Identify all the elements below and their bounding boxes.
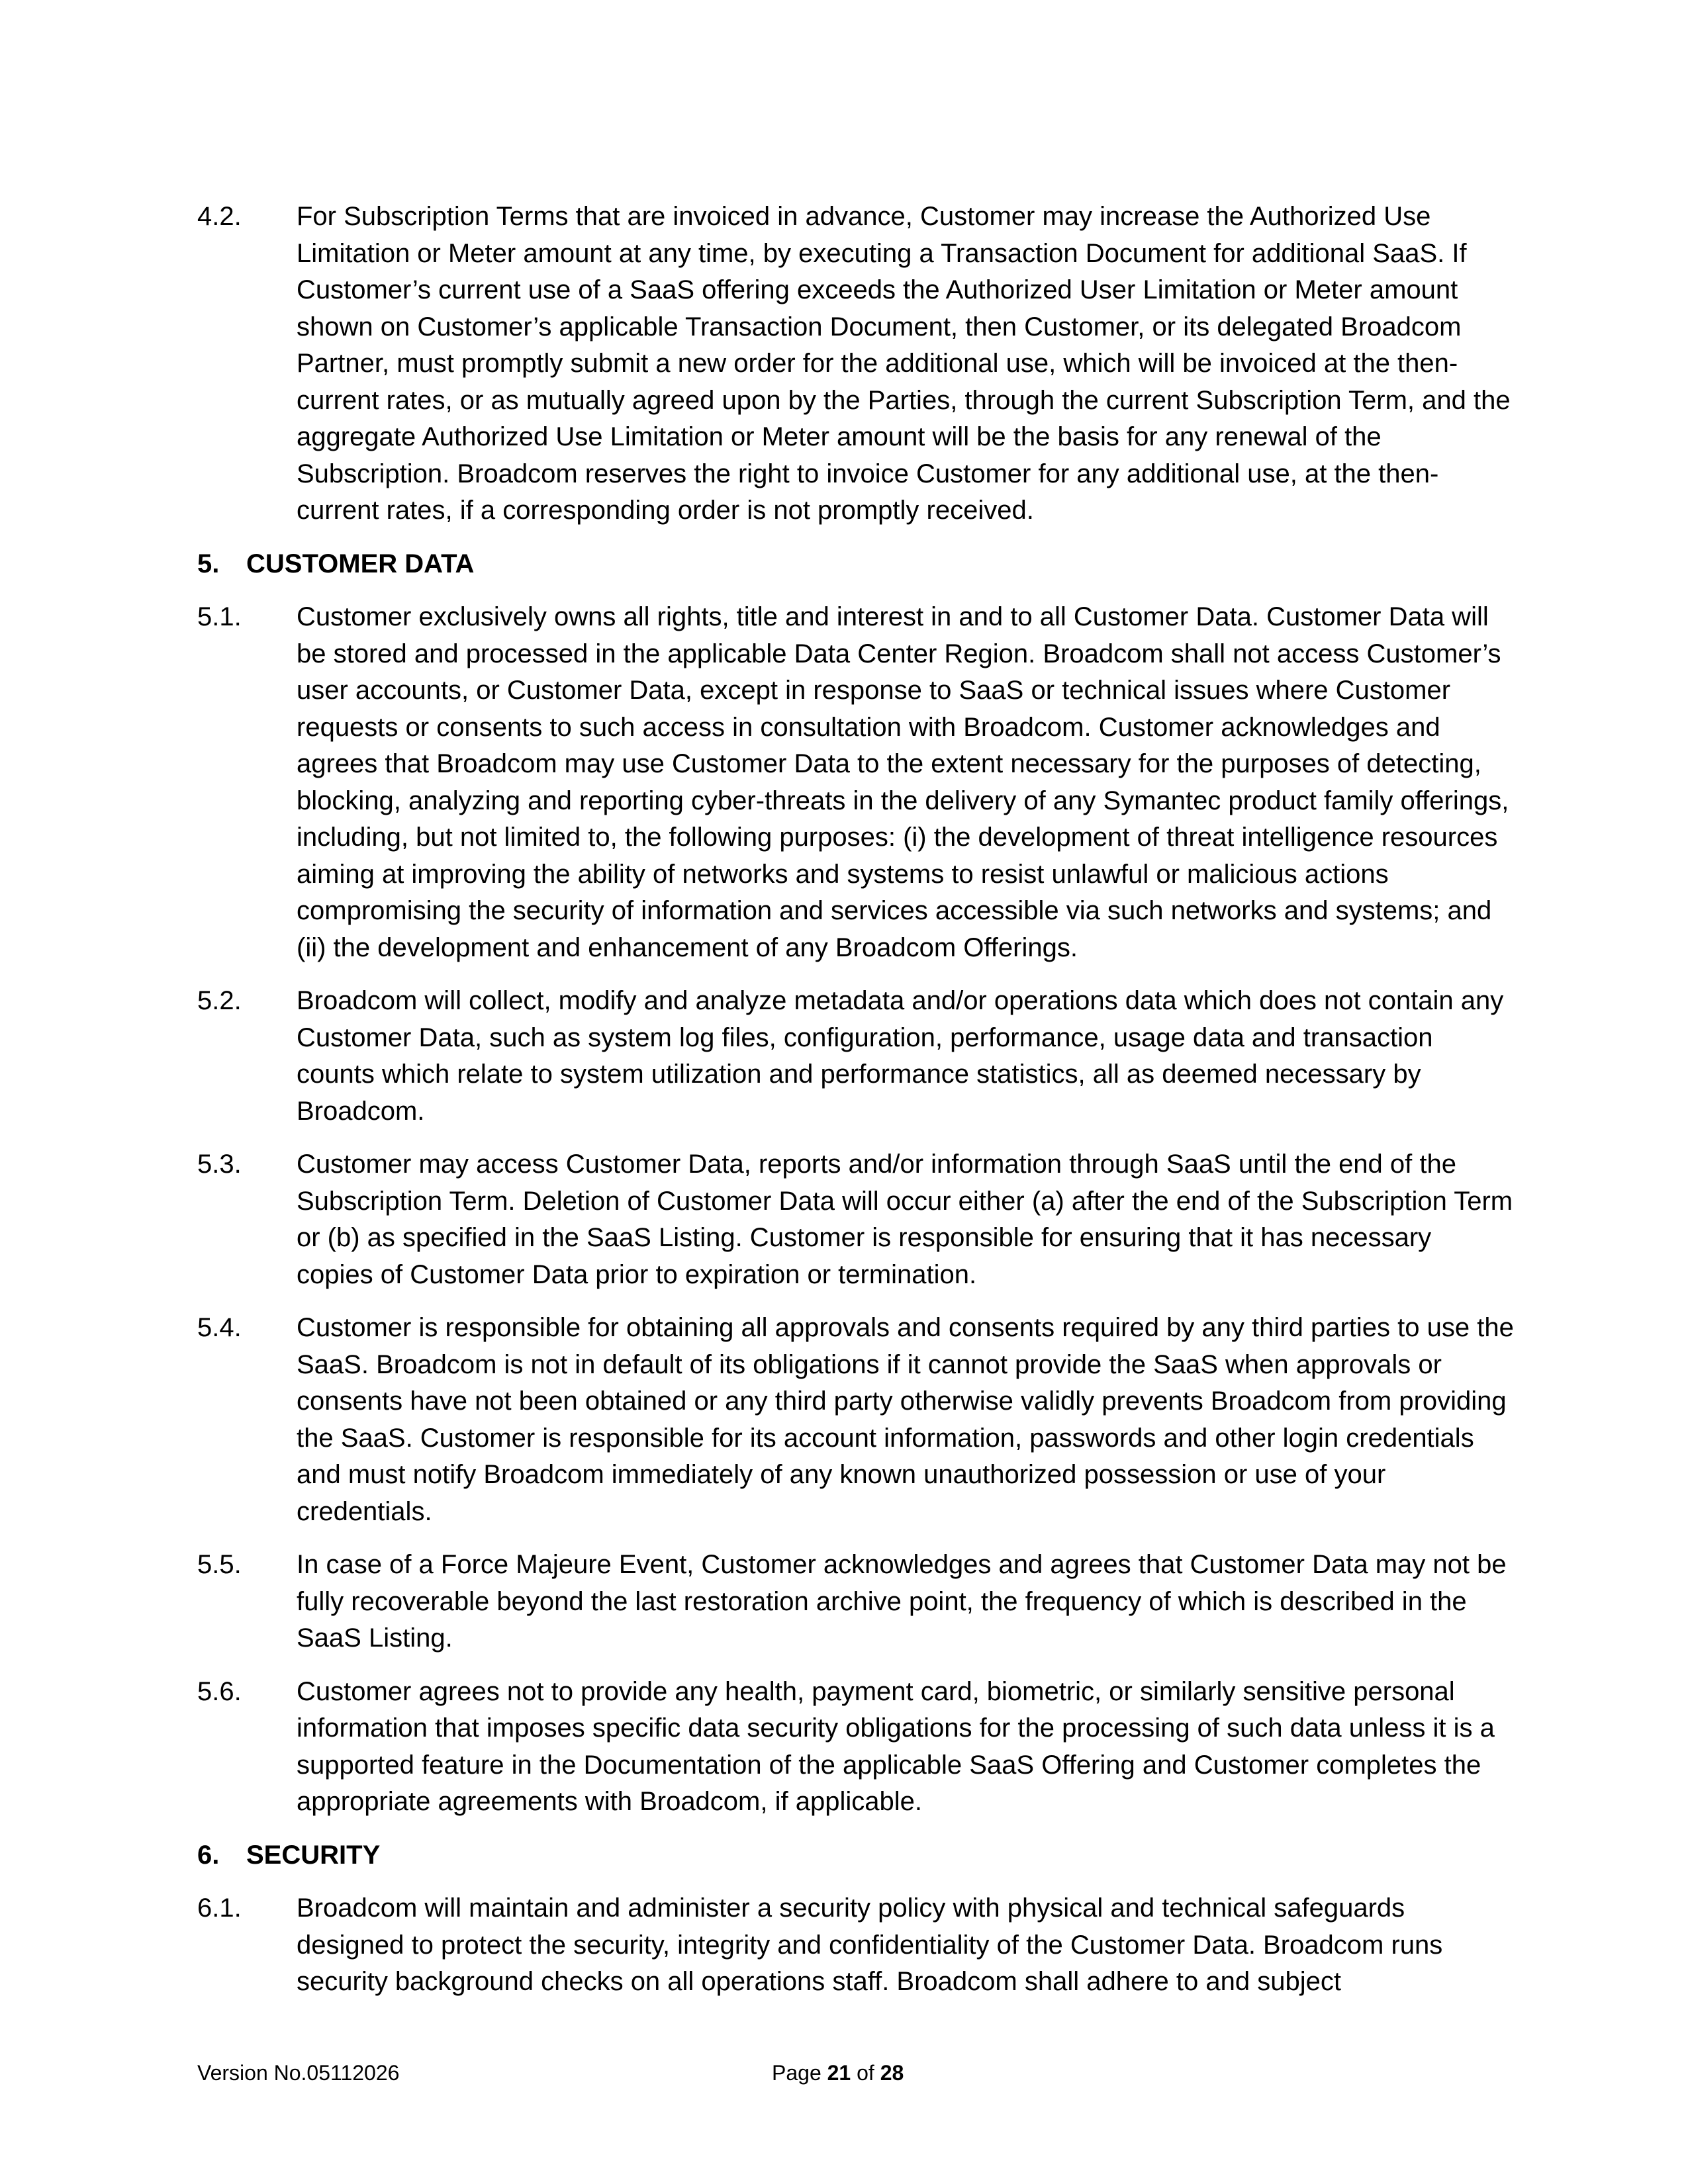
section-number: 5. bbox=[197, 549, 220, 578]
clause-number: 5.2. bbox=[197, 986, 242, 1015]
clause-text: In case of a Force Majeure Event, Customer acknowledges and agrees that Customer Data may not be fully recoverable beyond the last restoration archive point, the frequency of which is described in the SaaS Listing. bbox=[297, 1550, 1507, 1653]
page-total: 28 bbox=[880, 2061, 904, 2085]
clause-text: Customer may access Customer Data, reports and/or information through SaaS until the end of the Subscription Term. Deletion of Customer Data will occur either (a) after the end of the Subscription Term or (b) as specified in the SaaS Listing. Customer is responsible for ensuring that it has necessary copies of Customer Data prior to expiration or termination. bbox=[297, 1150, 1513, 1289]
clause-5-1 bbox=[197, 599, 1515, 966]
page-number bbox=[772, 2060, 904, 2086]
clause-5-2 bbox=[197, 983, 1515, 1130]
clause-5-3 bbox=[197, 1146, 1515, 1293]
version-number: Version No.05112026 bbox=[197, 2061, 400, 2085]
clause-text: Customer agrees not to provide any health, payment card, biometric, or similarly sensitive personal information that imposes specific data security obligations for the processing of such data unless it is a supported feature in the Documentation of the applicable SaaS Offering and Customer completes the appropriate agreements with Broadcom, if applicable. bbox=[297, 1676, 1495, 1816]
clause-4-2 bbox=[197, 199, 1515, 529]
clause-number: 5.5. bbox=[197, 1550, 242, 1579]
clause-5-5 bbox=[197, 1547, 1515, 1657]
clause-text: Customer exclusively owns all rights, title and interest in and to all Customer Data. Customer Data will be stored and processed in the applicable Data Center Region. Broadcom shall not access Customer’s user accounts, or Customer Data, except in response to SaaS or technical issues where Customer requests or consents to such access in consultation with Broadcom. Customer acknowledges and agrees that Broadcom may use Customer Data to the extent necessary for the purposes of detecting, blocking, analyzing and reporting cyber-threats in the delivery of any Symantec product family offerings, including, but not limited to, the following purposes: (i) the development of threat intelligence resources aiming at improving the ability of networks and systems to resist unlawful or malicious actions compromising the security of information and services accessible via such networks and systems; and (ii) the development and enhancement of any Broadcom Offerings. bbox=[297, 602, 1509, 962]
section-number: 6. bbox=[197, 1840, 220, 1870]
clause-6-1 bbox=[197, 1890, 1515, 2001]
clause-number: 5.4. bbox=[197, 1313, 242, 1342]
clause-text: Customer is responsible for obtaining all approvals and consents required by any third parties to use the SaaS. Broadcom is not in default of its obligations if it cannot provide the SaaS when approvals or consents have not been obtained or any third party otherwise validly prevents Broadcom from providing the SaaS. Customer is responsible for its account information, passwords and other login credentials and must notify Broadcom immediately of any known unauthorized possession or use of your credentials. bbox=[297, 1313, 1514, 1526]
page-of: of bbox=[857, 2061, 874, 2085]
clause-number: 5.1. bbox=[197, 602, 242, 631]
clause-number: 6.1. bbox=[197, 1893, 242, 1923]
page-footer bbox=[197, 2060, 1515, 2086]
section-title: SECURITY bbox=[246, 1840, 381, 1870]
clause-number: 4.2. bbox=[197, 202, 242, 231]
clause-number: 5.6. bbox=[197, 1676, 242, 1706]
section-heading-customer-data bbox=[197, 546, 1515, 583]
clause-text: Broadcom will collect, modify and analyze metadata and/or operations data which does not contain any Customer Data, such as system log files, configuration, performance, usage data and transaction counts which relate to system utilization and performance statistics, all as deemed necessary by Broadcom. bbox=[297, 986, 1504, 1126]
section-title: CUSTOMER DATA bbox=[246, 549, 475, 578]
clause-text: Broadcom will maintain and administer a security policy with physical and technical safeguards designed to protect the security, integrity and confidentiality of the Customer Data. Broadcom runs security background checks on all operations staff. Broadcom shall adhere to and subject bbox=[297, 1893, 1443, 1996]
page-label: Page bbox=[772, 2061, 821, 2085]
page-current: 21 bbox=[827, 2061, 851, 2085]
clause-5-6 bbox=[197, 1674, 1515, 1821]
clause-number: 5.3. bbox=[197, 1150, 242, 1179]
document-body bbox=[197, 199, 1515, 2017]
clause-5-4 bbox=[197, 1310, 1515, 1530]
section-heading-security bbox=[197, 1837, 1515, 1874]
clause-text: For Subscription Terms that are invoiced in advance, Customer may increase the Authorized Use Limitation or Meter amount at any time, by executing a Transaction Document for additional SaaS. If Customer’s current use of a SaaS offering exceeds the Authorized User Limitation or Meter amount shown on Customer’s applicable Transaction Document, then Customer, or its delegated Broadcom Partner, must promptly submit a new order for the additional use, which will be invoiced at the then-current rates, or as mutually agreed upon by the Parties, through the current Subscription Term, and the aggregate Authorized Use Limitation or Meter amount will be the basis for any renewal of the Subscription. Broadcom reserves the right to invoice Customer for any additional use, at the then-current rates, if a corresponding order is not promptly received. bbox=[297, 202, 1511, 525]
